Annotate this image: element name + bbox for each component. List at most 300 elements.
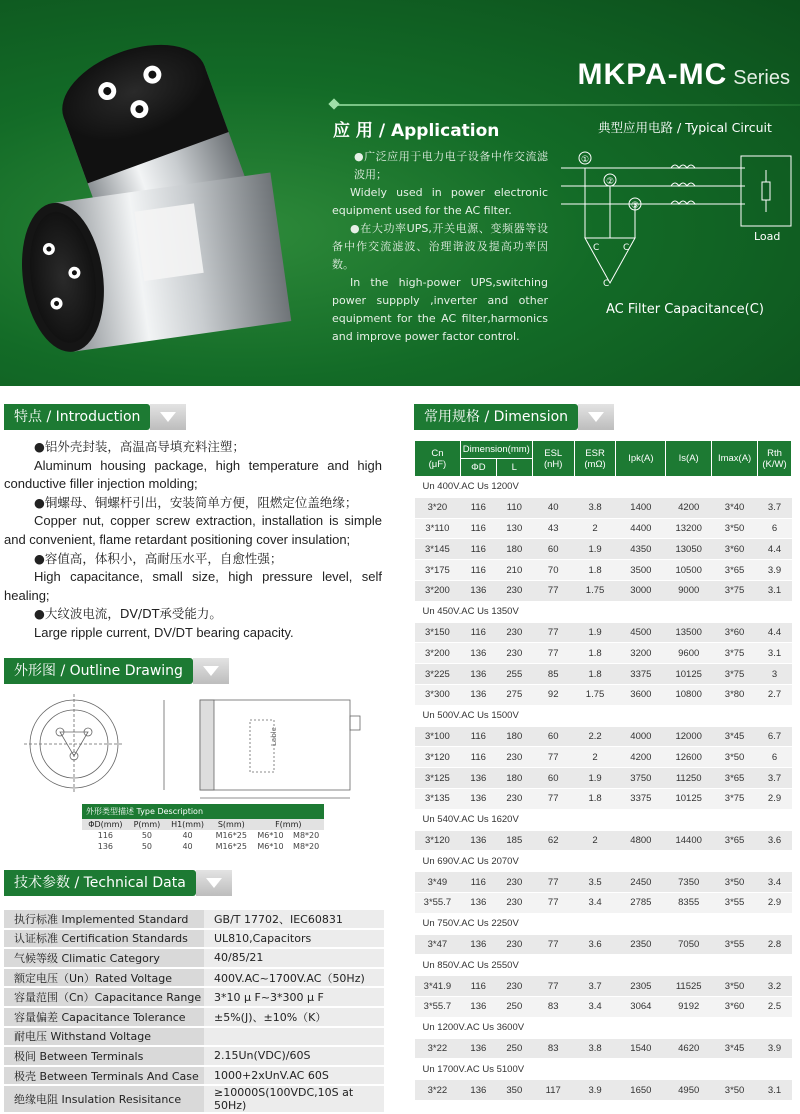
intro-item-4-en: Large ripple current, DV/DT bearing capacity. xyxy=(34,624,294,640)
table-cell: 116 xyxy=(460,518,496,539)
table-cell: 13050 xyxy=(666,539,712,560)
table-cell: 9192 xyxy=(666,996,712,1017)
table-cell: 136 xyxy=(460,768,496,789)
table-cell: 14400 xyxy=(666,830,712,851)
model-name: MKPA-MC xyxy=(577,58,728,91)
table-cell: 10125 xyxy=(666,788,712,809)
tech-param-label: 气候等级 Climatic Category xyxy=(4,949,204,967)
table-cell: 7050 xyxy=(666,934,712,955)
table-cell: 3*50 xyxy=(712,1080,758,1101)
table-cell: 3.4 xyxy=(574,996,616,1017)
table-cell: 250 xyxy=(496,1038,532,1059)
table-cell: 10500 xyxy=(666,560,712,581)
table-cell: 9600 xyxy=(666,643,712,664)
table-cell: 13200 xyxy=(666,518,712,539)
table-cell: 275 xyxy=(496,684,532,705)
intro-item-3-en: High capacitance, small size, high pressure level, self healing; xyxy=(4,569,382,603)
table-cell: 210 xyxy=(496,560,532,581)
table-cell: 11250 xyxy=(666,768,712,789)
voltage-group-label: Un 540V.AC Us 1620V xyxy=(415,809,792,830)
label-area-text: Lable xyxy=(270,727,278,746)
table-cell: 3*41.9 xyxy=(415,976,461,997)
table-cell: 92 xyxy=(532,684,574,705)
desc-header-h1: H1(mm) xyxy=(165,819,210,830)
voltage-group-row xyxy=(415,809,792,830)
tech-param-label: 额定电压（Un）Rated Voltage xyxy=(4,969,204,987)
table-cell: 2305 xyxy=(616,976,666,997)
tech-param-label: 认证标准 Certification Standards xyxy=(4,930,204,948)
table-cell: 3*135 xyxy=(415,788,461,809)
table-cell: 230 xyxy=(496,643,532,664)
table-cell: 3*200 xyxy=(415,580,461,601)
dimension-table xyxy=(414,440,792,1101)
circuit-heading: 典型应用电路 / Typical Circuit xyxy=(598,120,772,135)
table-cell: 3375 xyxy=(616,788,666,809)
table-row xyxy=(415,622,792,643)
table-cell: 3.2 xyxy=(758,976,792,997)
table-row xyxy=(415,643,792,664)
table-row xyxy=(415,830,792,851)
table-cell: 10125 xyxy=(666,664,712,685)
table-cell: 180 xyxy=(496,726,532,747)
table-cell: 180 xyxy=(496,539,532,560)
table-cell: 2.2 xyxy=(574,726,616,747)
table-cell: 60 xyxy=(532,539,574,560)
table-cell: 2.5 xyxy=(758,996,792,1017)
table-cell: 116 xyxy=(460,622,496,643)
table-cell: 3*110 xyxy=(415,518,461,539)
introduction-text xyxy=(4,438,382,643)
voltage-group-label: Un 850V.AC Us 2550V xyxy=(415,955,792,976)
table-cell: 6.7 xyxy=(758,726,792,747)
table-cell: M8*20 xyxy=(293,842,320,851)
table-cell: 77 xyxy=(532,872,574,893)
table-cell: 3*125 xyxy=(415,768,461,789)
table-row xyxy=(4,930,384,948)
tech-param-label: 执行标准 Implemented Standard xyxy=(4,910,204,928)
voltage-group-row xyxy=(415,477,792,498)
table-cell: 3000 xyxy=(616,580,666,601)
table-row xyxy=(415,726,792,747)
tech-param-value: 1000+2xUnV.AC 60S xyxy=(204,1067,384,1085)
table-cell: 1.8 xyxy=(574,664,616,685)
table-row xyxy=(415,580,792,601)
table-row xyxy=(4,949,384,967)
table-cell: 3*20 xyxy=(415,497,461,518)
desc-header-f: F(mm) xyxy=(253,819,324,830)
table-cell: 3064 xyxy=(616,996,666,1017)
table-row xyxy=(415,747,792,768)
table-cell: 3.4 xyxy=(758,872,792,893)
table-cell: 83 xyxy=(532,996,574,1017)
table-row xyxy=(415,684,792,705)
table-cell: 136 xyxy=(460,664,496,685)
table-row xyxy=(82,841,324,852)
capacitor-c-label: C xyxy=(603,279,610,289)
table-cell: 3*65 xyxy=(712,830,758,851)
table-cell: 3 xyxy=(758,664,792,685)
table-cell: 185 xyxy=(496,830,532,851)
table-row xyxy=(415,892,792,913)
technical-header xyxy=(4,870,232,896)
introduction-heading: 特点 / Introduction xyxy=(4,404,150,430)
tech-param-label: 极间 Between Terminals xyxy=(4,1047,204,1065)
tech-param-value: 400V.AC~1700V.AC（50Hz) xyxy=(204,969,384,987)
table-cell: 2.7 xyxy=(758,684,792,705)
table-cell: 3*45 xyxy=(712,726,758,747)
table-cell: 3*50 xyxy=(712,872,758,893)
table-cell: 136 xyxy=(460,788,496,809)
table-row xyxy=(4,1008,384,1026)
table-cell: 255 xyxy=(496,664,532,685)
table-cell: 3*50 xyxy=(712,747,758,768)
phase-3-label: ③ xyxy=(631,201,640,211)
table-cell: 3*75 xyxy=(712,788,758,809)
table-cell: 130 xyxy=(496,518,532,539)
table-cell: 1650 xyxy=(616,1080,666,1101)
table-cell: 9000 xyxy=(666,580,712,601)
table-cell: 4400 xyxy=(616,518,666,539)
table-row xyxy=(4,1028,384,1046)
phase-1-label: ① xyxy=(581,155,590,165)
table-cell: 77 xyxy=(532,892,574,913)
table-cell: 3*200 xyxy=(415,643,461,664)
table-cell: 3.6 xyxy=(574,934,616,955)
voltage-group-row xyxy=(415,1059,792,1080)
table-cell: 3.7 xyxy=(574,976,616,997)
table-cell: 3*45 xyxy=(712,1038,758,1059)
table-cell: 1.9 xyxy=(574,539,616,560)
dimension-heading: 常用规格 / Dimension xyxy=(414,404,578,430)
table-cell: 77 xyxy=(532,976,574,997)
table-cell: 4500 xyxy=(616,622,666,643)
table-cell: 230 xyxy=(496,934,532,955)
table-row xyxy=(415,976,792,997)
table-cell: 50 xyxy=(141,831,152,840)
intro-item-1-cn: ●铝外壳封装，高温高导填充料注塑； xyxy=(34,439,245,454)
type-description-caption: 外形类型描述 Type Description xyxy=(82,804,324,819)
table-cell: 116 xyxy=(460,747,496,768)
voltage-group-row xyxy=(415,1017,792,1038)
table-cell: 1540 xyxy=(616,1038,666,1059)
table-row xyxy=(415,664,792,685)
table-cell: 2450 xyxy=(616,872,666,893)
table-cell: 230 xyxy=(496,747,532,768)
table-row xyxy=(82,830,324,841)
voltage-group-label: Un 500V.AC Us 1500V xyxy=(415,705,792,726)
table-row xyxy=(415,560,792,581)
voltage-group-label: Un 750V.AC Us 2250V xyxy=(415,913,792,934)
table-cell: 77 xyxy=(532,580,574,601)
application-p1-en: Widely used in power electronic equipment used for the AC filter. xyxy=(332,186,548,217)
dimension-header xyxy=(414,404,614,430)
table-cell: 3500 xyxy=(616,560,666,581)
header-imax: Imax(A) xyxy=(712,441,758,477)
table-cell: 1400 xyxy=(616,497,666,518)
table-row xyxy=(415,497,792,518)
table-cell: 116 xyxy=(460,497,496,518)
table-cell: 3.1 xyxy=(758,643,792,664)
table-cell: 7350 xyxy=(666,872,712,893)
table-cell: 3*65 xyxy=(712,560,758,581)
intro-item-2-cn: ●铜螺母、铜螺杆引出，安装简单方便，阻燃定位盖绝缘； xyxy=(34,494,358,510)
table-cell: 116 xyxy=(97,831,114,840)
table-row xyxy=(4,969,384,987)
table-cell: 77 xyxy=(532,788,574,809)
table-cell: 3*49 xyxy=(415,872,461,893)
table-cell: 3.7 xyxy=(758,768,792,789)
desc-header-p: P(mm) xyxy=(129,819,165,830)
table-cell: 3*75 xyxy=(712,643,758,664)
table-cell: M16*25 xyxy=(215,842,247,851)
table-cell: 3*50 xyxy=(712,518,758,539)
tech-param-value: ±5%(J)、±10%（K） xyxy=(204,1008,384,1026)
table-cell: 40 xyxy=(532,497,574,518)
table-cell: M6*10 xyxy=(257,842,284,851)
decorative-line xyxy=(330,104,800,106)
table-cell: 43 xyxy=(532,518,574,539)
table-cell: 136 xyxy=(460,830,496,851)
table-cell: 60 xyxy=(532,768,574,789)
table-cell: 4200 xyxy=(666,497,712,518)
table-cell: 3*120 xyxy=(415,747,461,768)
hero-banner xyxy=(0,0,800,386)
application-p2-cn: ●在大功率UPS,开关电源、变频器等设备中作交流滤波、治理谐波及提高功率因数。 xyxy=(332,222,548,271)
table-cell: 117 xyxy=(532,1080,574,1101)
header-ipk: Ipk(A) xyxy=(616,441,666,477)
table-cell: 136 xyxy=(460,892,496,913)
table-cell: 3*55 xyxy=(712,892,758,913)
application-text xyxy=(332,148,548,346)
table-row xyxy=(415,934,792,955)
table-cell: 11525 xyxy=(666,976,712,997)
intro-item-1-en: Aluminum housing package, high temperature and high conductive filler injection molding; xyxy=(4,457,382,492)
table-cell: 3*75 xyxy=(712,664,758,685)
table-cell: 1.8 xyxy=(574,788,616,809)
application-heading: 应 用 / Application xyxy=(333,121,500,141)
series-label: Series xyxy=(733,67,790,89)
table-row xyxy=(415,996,792,1017)
tech-param-value: ≥10000S(100VDC,10S at 50Hz) xyxy=(204,1086,384,1112)
table-cell: 3*55.7 xyxy=(415,892,461,913)
voltage-group-row xyxy=(415,705,792,726)
outline-header xyxy=(4,658,229,684)
table-cell: 6 xyxy=(758,747,792,768)
table-cell: 40 xyxy=(182,831,193,840)
table-cell: 3*225 xyxy=(415,664,461,685)
table-cell: 70 xyxy=(532,560,574,581)
table-cell: 3.7 xyxy=(758,497,792,518)
table-cell: 3*175 xyxy=(415,560,461,581)
table-cell: 60 xyxy=(532,726,574,747)
outline-heading: 外形图 / Outline Drawing xyxy=(4,658,193,684)
table-cell: 136 xyxy=(460,1080,496,1101)
table-cell: 230 xyxy=(496,872,532,893)
table-row xyxy=(415,788,792,809)
introduction-header xyxy=(4,404,186,430)
table-cell: 3.5 xyxy=(574,872,616,893)
table-cell: 12600 xyxy=(666,747,712,768)
table-cell: 2785 xyxy=(616,892,666,913)
table-cell: 3.9 xyxy=(758,1038,792,1059)
voltage-group-label: Un 450V.AC Us 1350V xyxy=(415,601,792,622)
table-cell: 136 xyxy=(460,580,496,601)
capacitor-c-label: C xyxy=(593,243,600,253)
phase-2-label: ② xyxy=(606,177,615,187)
table-row xyxy=(4,988,384,1006)
intro-item-4-cn: ●大纹波电流，DV/DT承受能力。 xyxy=(34,606,222,622)
table-cell: 3*60 xyxy=(712,622,758,643)
table-cell: 116 xyxy=(460,976,496,997)
voltage-group-row xyxy=(415,601,792,622)
table-row xyxy=(4,1047,384,1065)
chevron-down-icon xyxy=(193,658,229,684)
application-p1-cn: ●广泛应用于电力电子设备中作交流滤波用； xyxy=(354,150,548,181)
table-cell: 77 xyxy=(532,622,574,643)
technical-heading: 技术参数 / Technical Data xyxy=(4,870,196,896)
table-cell: 230 xyxy=(496,892,532,913)
header-cn: Cn (μF) xyxy=(415,441,461,477)
table-cell: 2 xyxy=(574,747,616,768)
voltage-group-row xyxy=(415,913,792,934)
table-cell: 2.9 xyxy=(758,788,792,809)
circuit-caption: AC Filter Capacitance(C) xyxy=(606,302,764,317)
table-cell: 3600 xyxy=(616,684,666,705)
table-cell: M6*10 xyxy=(257,831,284,840)
table-cell: 2 xyxy=(574,830,616,851)
table-cell: 116 xyxy=(460,726,496,747)
header-rth: Rth (K/W) xyxy=(758,441,792,477)
table-cell: 3*300 xyxy=(415,684,461,705)
table-cell: 136 xyxy=(460,684,496,705)
table-cell: 77 xyxy=(532,643,574,664)
tech-param-label: 耐电压 Withstand Voltage xyxy=(4,1028,204,1046)
table-cell: 50 xyxy=(141,842,152,851)
table-cell: 3.1 xyxy=(758,1080,792,1101)
tech-param-label: 容量偏差 Capacitance Tolerance xyxy=(4,1008,204,1026)
table-cell: 3*80 xyxy=(712,684,758,705)
tech-param-value: 2.15Un(VDC)/60S xyxy=(204,1047,384,1065)
table-cell: 230 xyxy=(496,976,532,997)
table-cell: 3*50 xyxy=(712,976,758,997)
table-cell: 3*120 xyxy=(415,830,461,851)
typical-circuit-diagram xyxy=(555,138,795,318)
tech-param-value xyxy=(204,1028,384,1046)
table-row xyxy=(415,539,792,560)
voltage-group-label: Un 1700V.AC Us 5100V xyxy=(415,1059,792,1080)
table-cell: 3*40 xyxy=(712,497,758,518)
header-esr: ESR (mΩ) xyxy=(574,441,616,477)
tech-param-value: 40/85/21 xyxy=(204,949,384,967)
table-cell: 77 xyxy=(532,934,574,955)
table-cell: 3.8 xyxy=(574,1038,616,1059)
decorative-diamond xyxy=(328,98,339,109)
table-cell: 1.75 xyxy=(574,684,616,705)
table-cell: 4200 xyxy=(616,747,666,768)
header-d: ΦD xyxy=(460,459,496,477)
header-esl: ESL (nH) xyxy=(532,441,574,477)
table-cell: 6 xyxy=(758,518,792,539)
outline-drawing xyxy=(4,686,384,802)
table-cell: 116 xyxy=(460,560,496,581)
table-cell: 3*60 xyxy=(712,996,758,1017)
table-cell: 230 xyxy=(496,788,532,809)
desc-header-d: ΦD(mm) xyxy=(82,819,129,830)
table-cell: 3*65 xyxy=(712,768,758,789)
header-l: L xyxy=(496,459,532,477)
table-cell: 3.1 xyxy=(758,580,792,601)
table-cell: 2 xyxy=(574,518,616,539)
table-cell: 136 xyxy=(460,934,496,955)
table-cell: 230 xyxy=(496,622,532,643)
table-cell: M8*20 xyxy=(293,831,320,840)
table-cell: 4000 xyxy=(616,726,666,747)
table-row xyxy=(415,1038,792,1059)
table-cell: 3.9 xyxy=(574,1080,616,1101)
header-dimension: Dimension(mm) xyxy=(460,441,532,459)
table-cell: 250 xyxy=(496,996,532,1017)
table-cell: 2.9 xyxy=(758,892,792,913)
table-cell: 77 xyxy=(532,747,574,768)
table-row xyxy=(415,1080,792,1101)
table-cell: 4.4 xyxy=(758,622,792,643)
table-cell: 3*55 xyxy=(712,934,758,955)
tech-param-value: 3*10 μ F~3*300 μ F xyxy=(204,988,384,1006)
table-cell: 10800 xyxy=(666,684,712,705)
voltage-group-row xyxy=(415,851,792,872)
table-cell: 3200 xyxy=(616,643,666,664)
table-cell: 3750 xyxy=(616,768,666,789)
table-cell: 1.8 xyxy=(574,560,616,581)
table-cell: 3*22 xyxy=(415,1038,461,1059)
table-row xyxy=(415,768,792,789)
table-cell: 3*145 xyxy=(415,539,461,560)
table-cell: 110 xyxy=(496,497,532,518)
table-cell: 3.4 xyxy=(574,892,616,913)
table-cell: 3*100 xyxy=(415,726,461,747)
voltage-group-label: Un 1200V.AC Us 3600V xyxy=(415,1017,792,1038)
table-cell: 350 xyxy=(496,1080,532,1101)
voltage-group-label: Un 690V.AC Us 2070V xyxy=(415,851,792,872)
voltage-group-label: Un 400V.AC Us 1200V xyxy=(415,477,792,498)
chevron-down-icon xyxy=(578,404,614,430)
desc-header-s: S(mm) xyxy=(210,819,253,830)
table-row xyxy=(4,910,384,928)
table-cell: 136 xyxy=(460,1038,496,1059)
type-description-table xyxy=(82,804,324,852)
table-cell: 62 xyxy=(532,830,574,851)
table-cell: 4.4 xyxy=(758,539,792,560)
table-cell: 1.75 xyxy=(574,580,616,601)
chevron-down-icon xyxy=(196,870,232,896)
capacitor-product-image xyxy=(0,30,320,360)
table-cell: 3*150 xyxy=(415,622,461,643)
voltage-group-row xyxy=(415,955,792,976)
series-title xyxy=(578,58,790,92)
table-cell: 1.9 xyxy=(574,622,616,643)
table-cell: M16*25 xyxy=(215,831,247,840)
table-cell: 83 xyxy=(532,1038,574,1059)
table-cell: 4350 xyxy=(616,539,666,560)
table-row xyxy=(4,1086,384,1112)
table-cell: 4950 xyxy=(666,1080,712,1101)
tech-param-label: 极壳 Between Terminals And Case xyxy=(4,1067,204,1085)
table-cell: 116 xyxy=(460,539,496,560)
table-cell: 3*60 xyxy=(712,539,758,560)
table-row xyxy=(4,1067,384,1085)
table-cell: 1.8 xyxy=(574,643,616,664)
table-cell: 136 xyxy=(460,996,496,1017)
